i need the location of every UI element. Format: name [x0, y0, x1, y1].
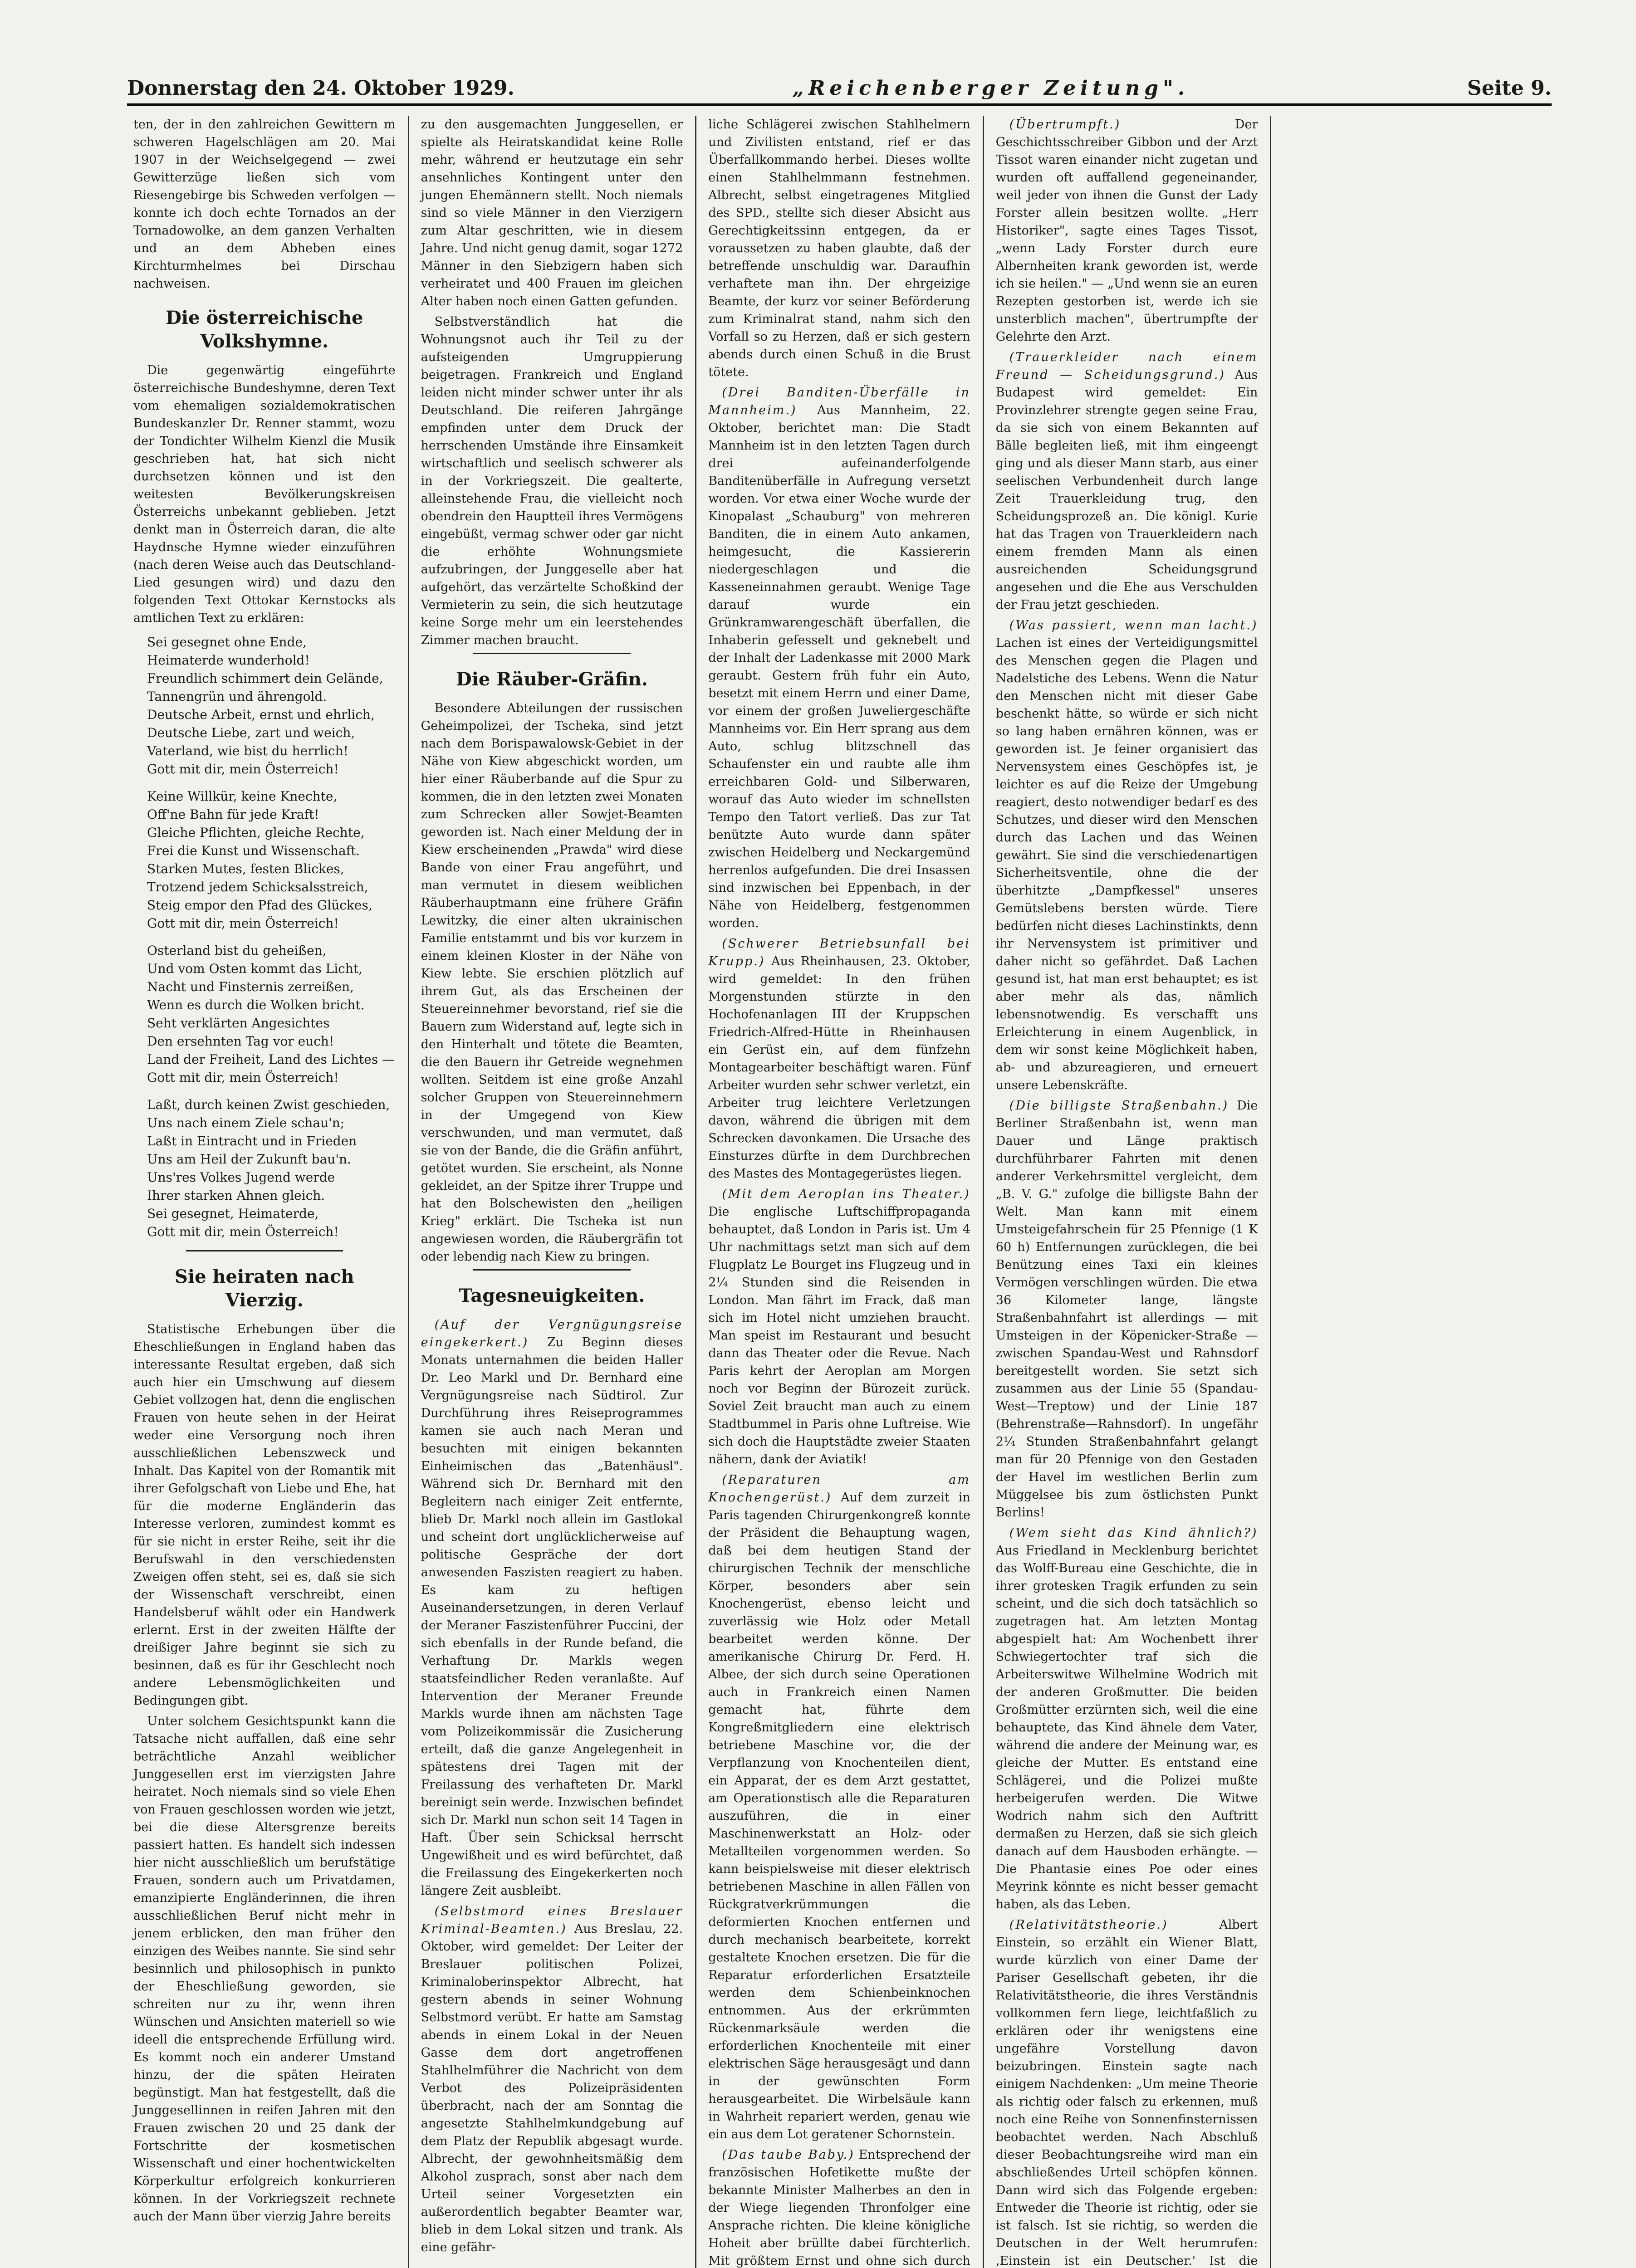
- poem-line: Off'ne Bahn für jede Kraft!: [147, 807, 319, 822]
- news-rubric: (Selbstmord eines Breslauer Kriminal-Beamten.): [421, 1904, 683, 1936]
- headline-raeubergraefin: Die Räuber-Gräfin.: [456, 669, 648, 690]
- poem-line: Starken Mutes, festen Blickes,: [147, 861, 344, 876]
- poem-line: Deutsche Liebe, zart und weich,: [147, 725, 355, 740]
- news-text: Aus Breslau, 22. Oktober, wird gemeldet: Der Leiter der Breslauer politischen Polizei, Kriminaloberinspektor Albrecht, hat gestern abends in seiner Wohnung Selbstmord verübt. Er hatte am Samstag abends in einem Lokal in der Neuen Gasse dem dort angetroffenen Stahlhelmführer die Nachricht von dem Verbot des Polizeipräsidenten überbracht, nach der am Sonntag die angesetzte Stahlhelmkundgebung auf dem Platz der Republik abgesagt wurde. Albrecht, der gewohnheitsmäßig dem Alkohol zusprach, sonst aber nach dem Urteil seiner Vorgesetzten ein außerordentlich begabter Beamter war, blieb in dem Lokal sitzen und trank. Als eine gefähr-: [421, 1922, 683, 2254]
- poem-line: Laßt in Eintracht und in Frieden: [147, 1134, 357, 1149]
- news-rubric: (Trauerkleider nach einem Freund — Scheidungsgrund.): [995, 350, 1258, 382]
- news-item: [996, 1916, 1258, 2268]
- column-5: [1277, 116, 1552, 2268]
- poem-line: Ihrer starken Ahnen gleich.: [147, 1188, 325, 1203]
- news-item: [996, 616, 1258, 1094]
- divider: [473, 1269, 631, 1271]
- news-text: Aus Budapest wird gemeldet: Ein Provinzlehrer strengte gegen seine Frau, da sie sich von einem Bekannten auf Bälle begleiten ließ, mit ihm eingeengt ging und als dieser Mann starb, aus einer seelischen Verbundenheit durch lange Zeit Trauerkleidung trug, den Scheidungsprozeß an. Die königl. Kurie hat das Tragen von Trauerkleidern nach einem fremden Mann als einen ausreichenden Scheidungsgrund angesehen und die Ehe aus Verschulden der Frau jetzt geschieden.: [995, 368, 1258, 612]
- poem-line: Und vom Osten kommt das Licht,: [147, 961, 363, 976]
- paragraph: Selbstverständlich hat die Wohnungsnot auch ihr Teil zu der aufsteigenden Umgruppierung beigetragen. Frankreich und England leiden nicht minder schwer unter ihr als Deutschland. Die reiferen Jahrgänge empfinden unter dem Druck der herrschenden Umstände ihre Einsamkeit wirtschaftlich und seelisch schwerer als in der Vorkriegszeit. Die gealterte, alleinstehende Frau, die vielleicht noch obendrein den Hauptteil ihres Vermögens eingebüßt, vermag schwer oder gar nicht die erhöhte Wohnungsmiete aufzubringen, der Junggeselle aber hat aufgehört, das verzärtelte Schoßkind der Vermieterin zu sein, die sich heutzutage keine Sorge mehr um ein leerstehendes Zimmer machen braucht.: [421, 315, 683, 647]
- issue-date: Donnerstag den 24. Oktober 1929.: [127, 77, 514, 100]
- paragraph: zu den ausgemachten Junggesellen, er spielte als Heiratskandidat keine Rolle mehr, während er heutzutage ein sehr ansehnliches Kontingent unter den jungen Ehemännern stellt. Noch niemals sind so viele Männer in den Vierzigern zum Altar geschritten, wie in diesem Jahre. Und nicht genug damit, sogar 1272 Männer in den Siebzigern haben sich verheiratet und 400 Frauen im gleichen Alter haben noch einen Gatten gefunden.: [421, 117, 683, 308]
- article-columns: [127, 116, 1552, 2268]
- news-item: [996, 348, 1258, 614]
- paragraph: Unter solchem Gesichtspunkt kann die Tatsache nicht auffallen, daß eine sehr beträchtliche Anzahl weiblicher Junggesellen erst im vierzigsten Jahre heiratet. Noch niemals sind so viele Ehen von Frauen geschlossen worden wie jetzt, bei die diese Altersgrenze bereits passiert hatten. Es handelt sich indessen hier nicht ausschließlich um berufstätige Frauen, sondern auch um Privatdamen, emanzipierte Engländerinnen, die ihren ausschließlichen Beruf nicht mehr in jenem erblicken, den man früher den einzigen des Weibes nannte. Sie sind sehr besinnlich und philosophisch in punkto der Eheschließung geworden, sie schreiten nur zu ihr, wenn ihren Wünschen und Ansichten materiell so wie ideell die entsprechende Erfüllung wird. Es kommt noch ein anderer Umstand hinzu, der die späten Heiraten begünstigt. Man hat festgestellt, daß die Junggesellinnen in reifen Jahren mit den Frauen zwischen 20 und 25 dank der Fortschritte der kosmetischen Wissenschaft und einer hochentwickelten Körperkultur erfolgreich konkurrieren können. In der Vorkriegszeit rechnete auch der Mann über vierzig Jahre bereits: [133, 1714, 396, 2224]
- poem-line: Nacht und Finsternis zerreißen,: [147, 979, 354, 994]
- news-rubric: (Das taube Baby.): [722, 2148, 855, 2162]
- poem-line: Uns nach einem Ziele schau'n;: [147, 1115, 345, 1130]
- paragraph: Besondere Abteilungen der russischen Geheimpolizei, der Tscheka, sind jetzt nach dem Borispawalowsk-Gebiet in der Nähe von Kiew abgeschickt worden, um hier einer Räuberbande auf die Spur zu kommen, die in den letzten zwei Monaten zum Schrecken aller Sowjet-Beamten geworden ist. Nach einer Meldung der in Kiew erscheinenden „Prawda" wird diese Bande von einer Frau angeführt, und man vermutet in diesem weiblichen Räuberhauptmann eine frühere Gräfin Lewitzky, die einer alten ukrainischen Familie entstammt und bis vor kurzem in einem kleinen Kloster in der Nähe von Kiew lebte. Sie erschien plötzlich auf ihrem Gut, als das Erscheinen der Steuereinnehmer bevorstand, rief sie die Bauern zum Widerstand auf, legte sich in den Hinterhalt und tötete die Beamten, die den Bauern ihr Getreide wegnehmen wollten. Seitdem ist eine große Anzahl solcher Gruppen von Steuereinnehmern in der Umgegend von Kiew verschwunden, und man vermutet, daß sie von der Bande, die die Gräfin anführt, getötet wurden. Sie erscheint, als Nonne gekleidet, an der Spitze ihrer Truppe und hat den Bolschewisten den „heiligen Krieg" erklärt. Die Tscheka ist nun angewiesen worden, die Räubergräfin tot oder lebendig nach Kiew zu bringen.: [421, 701, 683, 1264]
- poem-line: Vaterland, wie bist du herrlich!: [147, 743, 348, 758]
- poem-line: Laßt, durch keinen Zwist geschieden,: [147, 1097, 390, 1112]
- poem-line: Sei gesegnet, Heimaterde,: [147, 1206, 319, 1221]
- poem-line: Gott mit dir, mein Österreich!: [147, 1070, 339, 1085]
- poem-stanza: [147, 1096, 396, 1241]
- news-text: Aus Rheinhausen, 23. Oktober, wird gemeldet: In den frühen Morgenstunden stürzte in den Hochofenanlagen III der Kruppschen Friedrich-Alfred-Hütte in Rheinhausen ein Gerüst ein, auf dem fünfzehn Montagearbeiter beschäftigt waren. Fünf Arbeiter wurden sehr schwer verletzt, ein Arbeiter trug leichtere Verletzungen davon, während die übrigen mit dem Schrecken davonkamen. Die Ursache des Einsturzes dürfte in dem Durchbrechen des Mastes des Montagegerüstes liegen.: [708, 954, 970, 1181]
- column-4: [989, 116, 1264, 2268]
- news-rubric: (Mit dem Aeroplan ins Theater.): [722, 1187, 970, 1201]
- news-rubric: (Reparaturen am Knochengerüst.): [708, 1473, 970, 1505]
- column-3: [702, 116, 977, 2268]
- news-text: Aus Friedland in Mecklenburg berichtet das Wolff-Bureau eine Geschichte, die in ihrer grotesken Tragik erfunden zu sein scheint, und die sich doch tatsächlich so zugetragen hat. Am letzten Montag abgespielt hat: Am Wochenbett ihrer Schwiegertochter traf sich die Arbeiterswitwe Wilhelmine Wodrich mit der anderen Großmutter. Die beiden Großmütter erzürnten sich, weil die eine behauptete, das Kind ähnele dem Vater, während die andere der Meinung war, es gleiche der Mutter. Es entstand eine Schlägerei, und die Polizei mußte herbeigerufen werden. Die Witwe Wodrich nahm sich den Auftritt dermaßen zu Herzen, daß sie sich gleich danach auf dem Hausboden erhängte. — Die Phantasie eines Poe oder eines Meyrink könnte es nicht besser gemacht haben, als das Leben.: [995, 1544, 1258, 1911]
- divider: [186, 1250, 343, 1251]
- poem-line: Gott mit dir, mein Österreich!: [147, 762, 339, 777]
- poem-stanza: [147, 787, 396, 933]
- paragraph: Die gegenwärtig eingeführte österreichische Bundeshymne, deren Text vom ehemaligen sozialdemokratischen Bundeskanzler Dr. Renner stammt, wozu der Tondichter Wilhelm Kienzl die Musik geschrieben hat, hat sich nicht durchsetzen können und ist den weitesten Bevölkerungskreisen Österreichs unbekannt geblieben. Jetzt denkt man in Österreich daran, die alte Haydnsche Hymne wieder einzuführen (nach deren Weise auch das Deutschland-Lied gesungen wird) und dazu den folgenden Text Ottokar Kernstocks als amtlichen Text zu erklären:: [133, 363, 396, 625]
- page-number: Seite 9.: [1467, 77, 1552, 100]
- poem-line: Land der Freiheit, Land des Lichtes —: [147, 1052, 395, 1067]
- poem-line: Steig empor den Pfad des Glückes,: [147, 898, 372, 913]
- news-item: [996, 1097, 1258, 1521]
- news-text: Lachen ist eines der Verteidigungsmittel des Menschen gegen die Plagen und Nadelstiche des Lebens. Wenn die Natur den Menschen nicht mit dieser Gabe beschenkt hätte, so würde er sich nicht so lang haben ernähren können, was er geworden ist. Je feiner organisiert das Nervensystem eines Geschöpfes ist, je leichter es auf die Reize der Umgebung reagiert, desto notwendiger bedarf es des Schutzes, und dieser wird den Menschen durch das Lachen und das Weinen gewährt. Sie sind die verschiedenartigen Sicherheitsventile, ohne die der überhitzte „Dampfkessel" unseres Gemütslebens bersten würde. Tiere bedürfen nicht dieses Lachinstinkts, denn ihr Nervensystem ist primitiver und daher nicht so gefährdet. Daß Lachen gesund ist, hat man erst behauptet; es ist aber mehr als das, nämlich lebensnotwendig. Es verschafft uns Erleichterung in einem Augenblick, in dem wir sonst keine Möglichkeit haben, ab- und abzureagieren, und erneuert unsere Lebenskräfte.: [995, 636, 1258, 1092]
- column-1: [127, 116, 402, 2268]
- news-text: Zu Beginn dieses Monats unternahmen die beiden Haller Dr. Leo Markl und Dr. Bernhard eine Vergnügungsreise nach Südtirol. Zur Durchführung ihres Reiseprogrammes kamen sie auch nach Meran und besuchten mit einigen bekannten Einheimischen das „Batenhäusl". Während sich Dr. Bernhard mit den Begleitern nach einiger Zeit entfernte, blieb Dr. Markl noch allein im Gastlokal und scheint dort unglücklicherweise auf politische Gespräche der dort anwesenden Faszisten reagiert zu haben. Es kam zu heftigen Auseinandersetzungen, in deren Verlauf der Meraner Faszistenführer Puccini, der sich ebenfalls in der Runde befand, die Verhaftung Dr. Markls wegen staatsfeindlicher Reden veranlaßte. Auf Intervention der Meraner Freunde Markls wurde ihnen am nächsten Tage vom Polizeikommissär die Zusicherung erteilt, daß die ganze Angelegenheit in spätestens drei Tagen mit der Freilassung des verhafteten Dr. Markl bereinigt sein werde. Inzwischen befindet sich Dr. Markl nun schon seit 14 Tagen in Haft. Über sein Schicksal herrscht Ungewißheit und es wird befürchtet, daß die Freilassung des Eingekerkerten noch längere Zeit ausbleibt.: [421, 1335, 683, 1898]
- headline-volkshymne: Die österreichische Volkshymne.: [166, 307, 363, 352]
- poem-line: Keine Willkür, keine Knechte,: [147, 789, 338, 804]
- news-item: [708, 2146, 970, 2268]
- news-item: [421, 1902, 683, 2256]
- poem-line: Uns am Heil der Zukunft bau'n.: [147, 1152, 351, 1167]
- news-rubric: (Was passiert, wenn man lacht.): [1009, 618, 1258, 632]
- news-item: [996, 1524, 1258, 1913]
- column-2: [415, 116, 690, 2268]
- paragraph: Statistische Erhebungen über die Eheschließungen in England haben das interessante Resultat ergeben, daß sich auch hier ein Umschwung auf diesem Gebiet vollzogen hat, denn die englischen Frauen von heute sehen in der Heirat weder eine Versorgung noch ihren ausschließlichen Lebenszweck und Inhalt. Das Kapitel von der Romantik mit ihrer Gefolgschaft von Liebe und Ehe, hat für die moderne Engländerin das Interesse verloren, zumindest kommt es für sie nicht in erster Reihe, seit ihr die Berufswahl in den verschiedensten Zweigen offen steht, sei es, daß sie sich der Wissenschaft verschreibt, einen Handelsberuf wählt oder ein Handwerk erlernt. Erst in der zweiten Hälfte der dreißiger Jahre beginnt sie sich zu besinnen, daß es für ihr Geschlecht noch andere Lebensmöglichkeiten und Bedingungen gibt.: [133, 1322, 396, 1708]
- poem-line: Trotzend jedem Schicksalsstreich,: [147, 880, 368, 894]
- anthem-poem: [147, 633, 396, 1241]
- headline-tagesneuigkeiten: Tagesneuigkeiten.: [459, 1285, 645, 1306]
- divider: [473, 653, 631, 654]
- paragraph: ten, der in den zahlreichen Gewittern m schweren Hagelschlägen am 20. Mai 1907 in der Weichselgegend — zwei Gewitterzüge ließen sich vom Riesengebirge bis Schweden verfolgen — konnte ich doch echte Tornados an der Tornadowolke, an dem ganzen Verhalten und an dem Abheben eines Kirchturmhelmes bei Dirschau nachweisen.: [133, 117, 396, 291]
- poem-line: Frei die Kunst und Wissenschaft.: [147, 843, 360, 858]
- poem-line: Sei gesegnet ohne Ende,: [147, 635, 307, 650]
- poem-line: Gleiche Pflichten, gleiche Rechte,: [147, 825, 365, 840]
- poem-line: Den ersehnten Tag vor euch!: [147, 1034, 334, 1049]
- news-item: [708, 1471, 970, 2143]
- poem-line: Heimaterde wunderhold!: [147, 653, 310, 668]
- news-item: [996, 116, 1258, 346]
- masthead: [127, 68, 1552, 106]
- paragraph: liche Schlägerei zwischen Stahlhelmern und Zivilisten entstand, rief er das Überfallkommando herbei. Dieses wollte einen Stahlhelmmann festnehmen. Albrecht, selbst eingetragenes Mitglied des SPD., stellte sich dieser Absicht aus Gerechtigkeitssinn entgegen, da er voraussetzen zu haben glaubte, daß der betreffende unschuldig war. Daraufhin verhaftete man ihn. Der ehrgeizige Beamte, der kurz vor seiner Beförderung zum Kriminalrat stand, nahm sich den Vorfall so zu Herzen, daß er sich gestern abends durch einen Schuß in die Brust tötete.: [708, 117, 970, 379]
- poem-line: Gott mit dir, mein Österreich!: [147, 1224, 339, 1239]
- news-text: Auf dem zurzeit in Paris tagenden Chirurgenkongreß konnte der Präsident die Behauptung wagen, daß bei dem heutigen Stand der chirurgischen Technik der menschliche Körper, besonders aber sein Knochengerüst, ebenso leicht und zuverlässig wie Holz oder Metall bearbeitet werden könne. Der amerikanische Chirurg Dr. Ferd. H. Albee, der sich durch seine Operationen auch in Frankreich einen Namen gemacht hat, führte dem Kongreßmitgliedern eine elektrisch betriebene Maschine vor, die der Verpflanzung von Knochenteilen dient, ein Apparat, der es dem Arzt gestattet, am Operationstisch alle die Reparaturen auszuführen, die in einer Maschinenwerkstatt an Holz- oder Metallteilen vorgenommen werden. So kann beispielsweise mit dieser elektrisch betriebenen Maschine in allen Fällen von Rückgratverkrümmungen die deformierten Knochen entfernen und durch mechanisch bearbeitete, korrekt gestaltete Knochen ersetzen. Die für die Reparatur erforderlichen Ersatzteile werden dem Schienbeinknochen entnommen. Aus der erkrümmten Rückenmarksäule werden die erforderlichen Knochenteile mit einer elektrischen Säge herausgesägt und dann in der gewünschten Form herausgearbeitet. Die Wirbelsäule kann in Wahrheit repariert werden, genau wie ein aus dem Lot geratener Schornstein.: [708, 1491, 970, 2141]
- news-item: [708, 1185, 970, 1468]
- poem-line: Tannengrün und ährengold.: [147, 689, 327, 704]
- news-rubric: (Relativitätstheorie.): [1009, 1918, 1168, 1932]
- news-text: Der Geschichtsschreiber Gibbon und der Arzt Tissot waren einander nicht zugetan und wurden oft auffallend gegeneinander, weil jeder von ihnen die Gunst der Lady Forster allein besitzen wollte. „Herr Historiker", sagte eines Tages Tissot, „wenn Lady Forster durch eure Albernheiten krank geworden ist, werde ich sie heilen." — „Und wenn sie an euren Rezepten gestorben ist, werde ich sie unsterblich machen", übertrumpfte der Gelehrte den Arzt.: [995, 117, 1258, 344]
- news-rubric: (Die billigste Straßenbahn.): [1009, 1099, 1229, 1113]
- news-text: Die Berliner Straßenbahn ist, wenn man Dauer und Länge praktisch durchführbarer Fahrten mit denen anderer Verkehrsmittel vergleicht, dem „B. V. G." zufolge die billigste Bahn der Welt. Man kann mit einem Umsteigefahrschein für 25 Pfennige (1 K 60 h) Entfernungen zurücklegen, die bei Benützung eines Taxi ein kleines Vermögen verschlingen würden. Die etwa 36 Kilometer lange, längste Straßenbahnfahrt ist allerdings — mit Umsteigen in der Köpenicker-Straße — zwischen Spandau-West und Rahnsdorf bereitgestellt worden. Sie setzt sich zusammen aus der Linie 55 (Spandau-West—Treptow) und der Linie 187 (Behrenstraße—Rahnsdorf). In ungefähr 2¼ Stunden Straßenbahnfahrt gelangt man für 20 Pfennige von den Gestaden der Havel im westlichen Berlin zum Müggelsee bis zum östlichsten Punkt Berlins!: [995, 1099, 1258, 1520]
- poem-line: Deutsche Arbeit, ernst und ehrlich,: [147, 707, 375, 722]
- news-rubric: (Auf der Vergnügungsreise eingekerkert.): [421, 1318, 683, 1349]
- news-text: Aus Mannheim, 22. Oktober, berichtet man: Die Stadt Mannheim ist in den letzten Tagen durch drei aufeinanderfolgende Banditenüberfälle in Aufregung versetzt worden. Vor etwa einer Woche wurde der Kinopalast „Schauburg" von mehreren Banditen, die in einem Auto ankamen, heimgesucht, die Kassiererin niedergeschlagen und die Kasseneinnahmen geraubt. Wenige Tage darauf wurde ein Grünkramwarengeschäft überfallen, die Inhaberin gefesselt und geknebelt und der Inhalt der Ladenkasse mit 2000 Mark geraubt. Gestern früh fuhr ein Auto, besetzt mit einem Herrn und einer Dame, vor einem der großen Juweliergeschäfte Mannheims vor. Ein Herr sprang aus dem Auto, schlug blitzschnell das Schaufenster ein und raubte alle ihm erreichbaren Gold- und Silberwaren, worauf das Auto wieder im schnellsten Tempo den Tatort verließ. Das zur Tat benützte Auto wurde dann später zwischen Heidelberg und Neckargemünd herrenlos aufgefunden. Die drei Insassen sind inzwischen bei Eppenbach, in der Nähe von Heidelberg, festgenommen worden.: [708, 403, 970, 930]
- poem-stanza: [147, 942, 396, 1087]
- news-rubric: (Wem sieht das Kind ähnlich?): [1009, 1526, 1258, 1540]
- news-text: Entsprechend der französischen Hofetikette mußte der bekannte Minister Malherbes an den in der Wiege liegenden Thronfolger eine Ansprache richten. Die kleine königliche Hoheit aber brüllte dabei fürchterlich. Mit größtem Ernst und ohne sich durch: [708, 2148, 970, 2268]
- poem-line: Osterland bist du geheißen,: [147, 943, 327, 958]
- news-rubric: (Übertrumpft.): [1009, 117, 1121, 132]
- paper-title: „Reichenberger Zeitung".: [792, 77, 1190, 100]
- poem-line: Wenn es durch die Wolken bricht.: [147, 997, 365, 1012]
- news-text: Albert Einstein, so erzählt ein Wiener Blatt, wurde kürzlich von einer Dame der Pariser Gesellschaft gebeten, ihr die Relativitätstheorie, die ihres Verständnis vollkommen fern liege, leichtfaßlich zu erklären oder ihr wenigstens eine ungefähre Vorstellung davon beizubringen. Einstein sagte nach einigem Nachdenken: „Um meine Theorie als richtig oder falsch zu erkennen, muß noch eine Reihe von Sonnenfinsternissen beobachtet werden. Nach Abschluß dieser Beobachtungsreihe wird man ein abschließendes Urteil schöpfen können. Dann wird sich das Folgende ergeben: Entweder die Theorie ist richtig, oder sie ist falsch. Ist sie richtig, so werden die Deutschen in der Welt herumrufen: ‚Einstein ist ein Deutscher.' Ist die: [995, 1918, 1258, 2268]
- news-text: Die englische Luftschiffpropaganda behauptet, daß London in Paris ist. Um 4 Uhr nachmittags setzt man sich auf dem Flugplatz Le Bourget ins Flugzeug und in 2¼ Stunden sind die Reisenden in London. Man fährt im Frack, daß man sich im Hotel nicht umziehen braucht. Man speist im Restaurant und besucht dann das Theater oder die Revue. Nach Paris kehrt der Aeroplan am Morgen noch vor Beginn der Bürozeit zurück. Soviel Zeit braucht man auch zu einem Stadtbummel in Paris ohne Luftreise. Wie sich doch die Hauptstädte zweier Staaten nähern, dank der Aviatik!: [708, 1205, 970, 1466]
- poem-stanza: [147, 633, 396, 778]
- poem-line: Gott mit dir, mein Österreich!: [147, 916, 339, 931]
- headline-heiraten: Sie heiraten nach Vierzig.: [175, 1266, 354, 1311]
- news-item: [421, 1316, 683, 1900]
- news-rubric: (Schwerer Betriebsunfall bei Krupp.): [708, 937, 970, 968]
- poem-line: Uns'res Volkes Jugend werde: [147, 1170, 335, 1185]
- news-item: [708, 384, 970, 932]
- news-item: [708, 935, 970, 1183]
- poem-line: Freundlich schimmert dein Gelände,: [147, 671, 383, 686]
- news-rubric: (Drei Banditen-Überfälle in Mannheim.): [708, 386, 970, 417]
- poem-line: Seht verklärten Angesichtes: [147, 1016, 330, 1031]
